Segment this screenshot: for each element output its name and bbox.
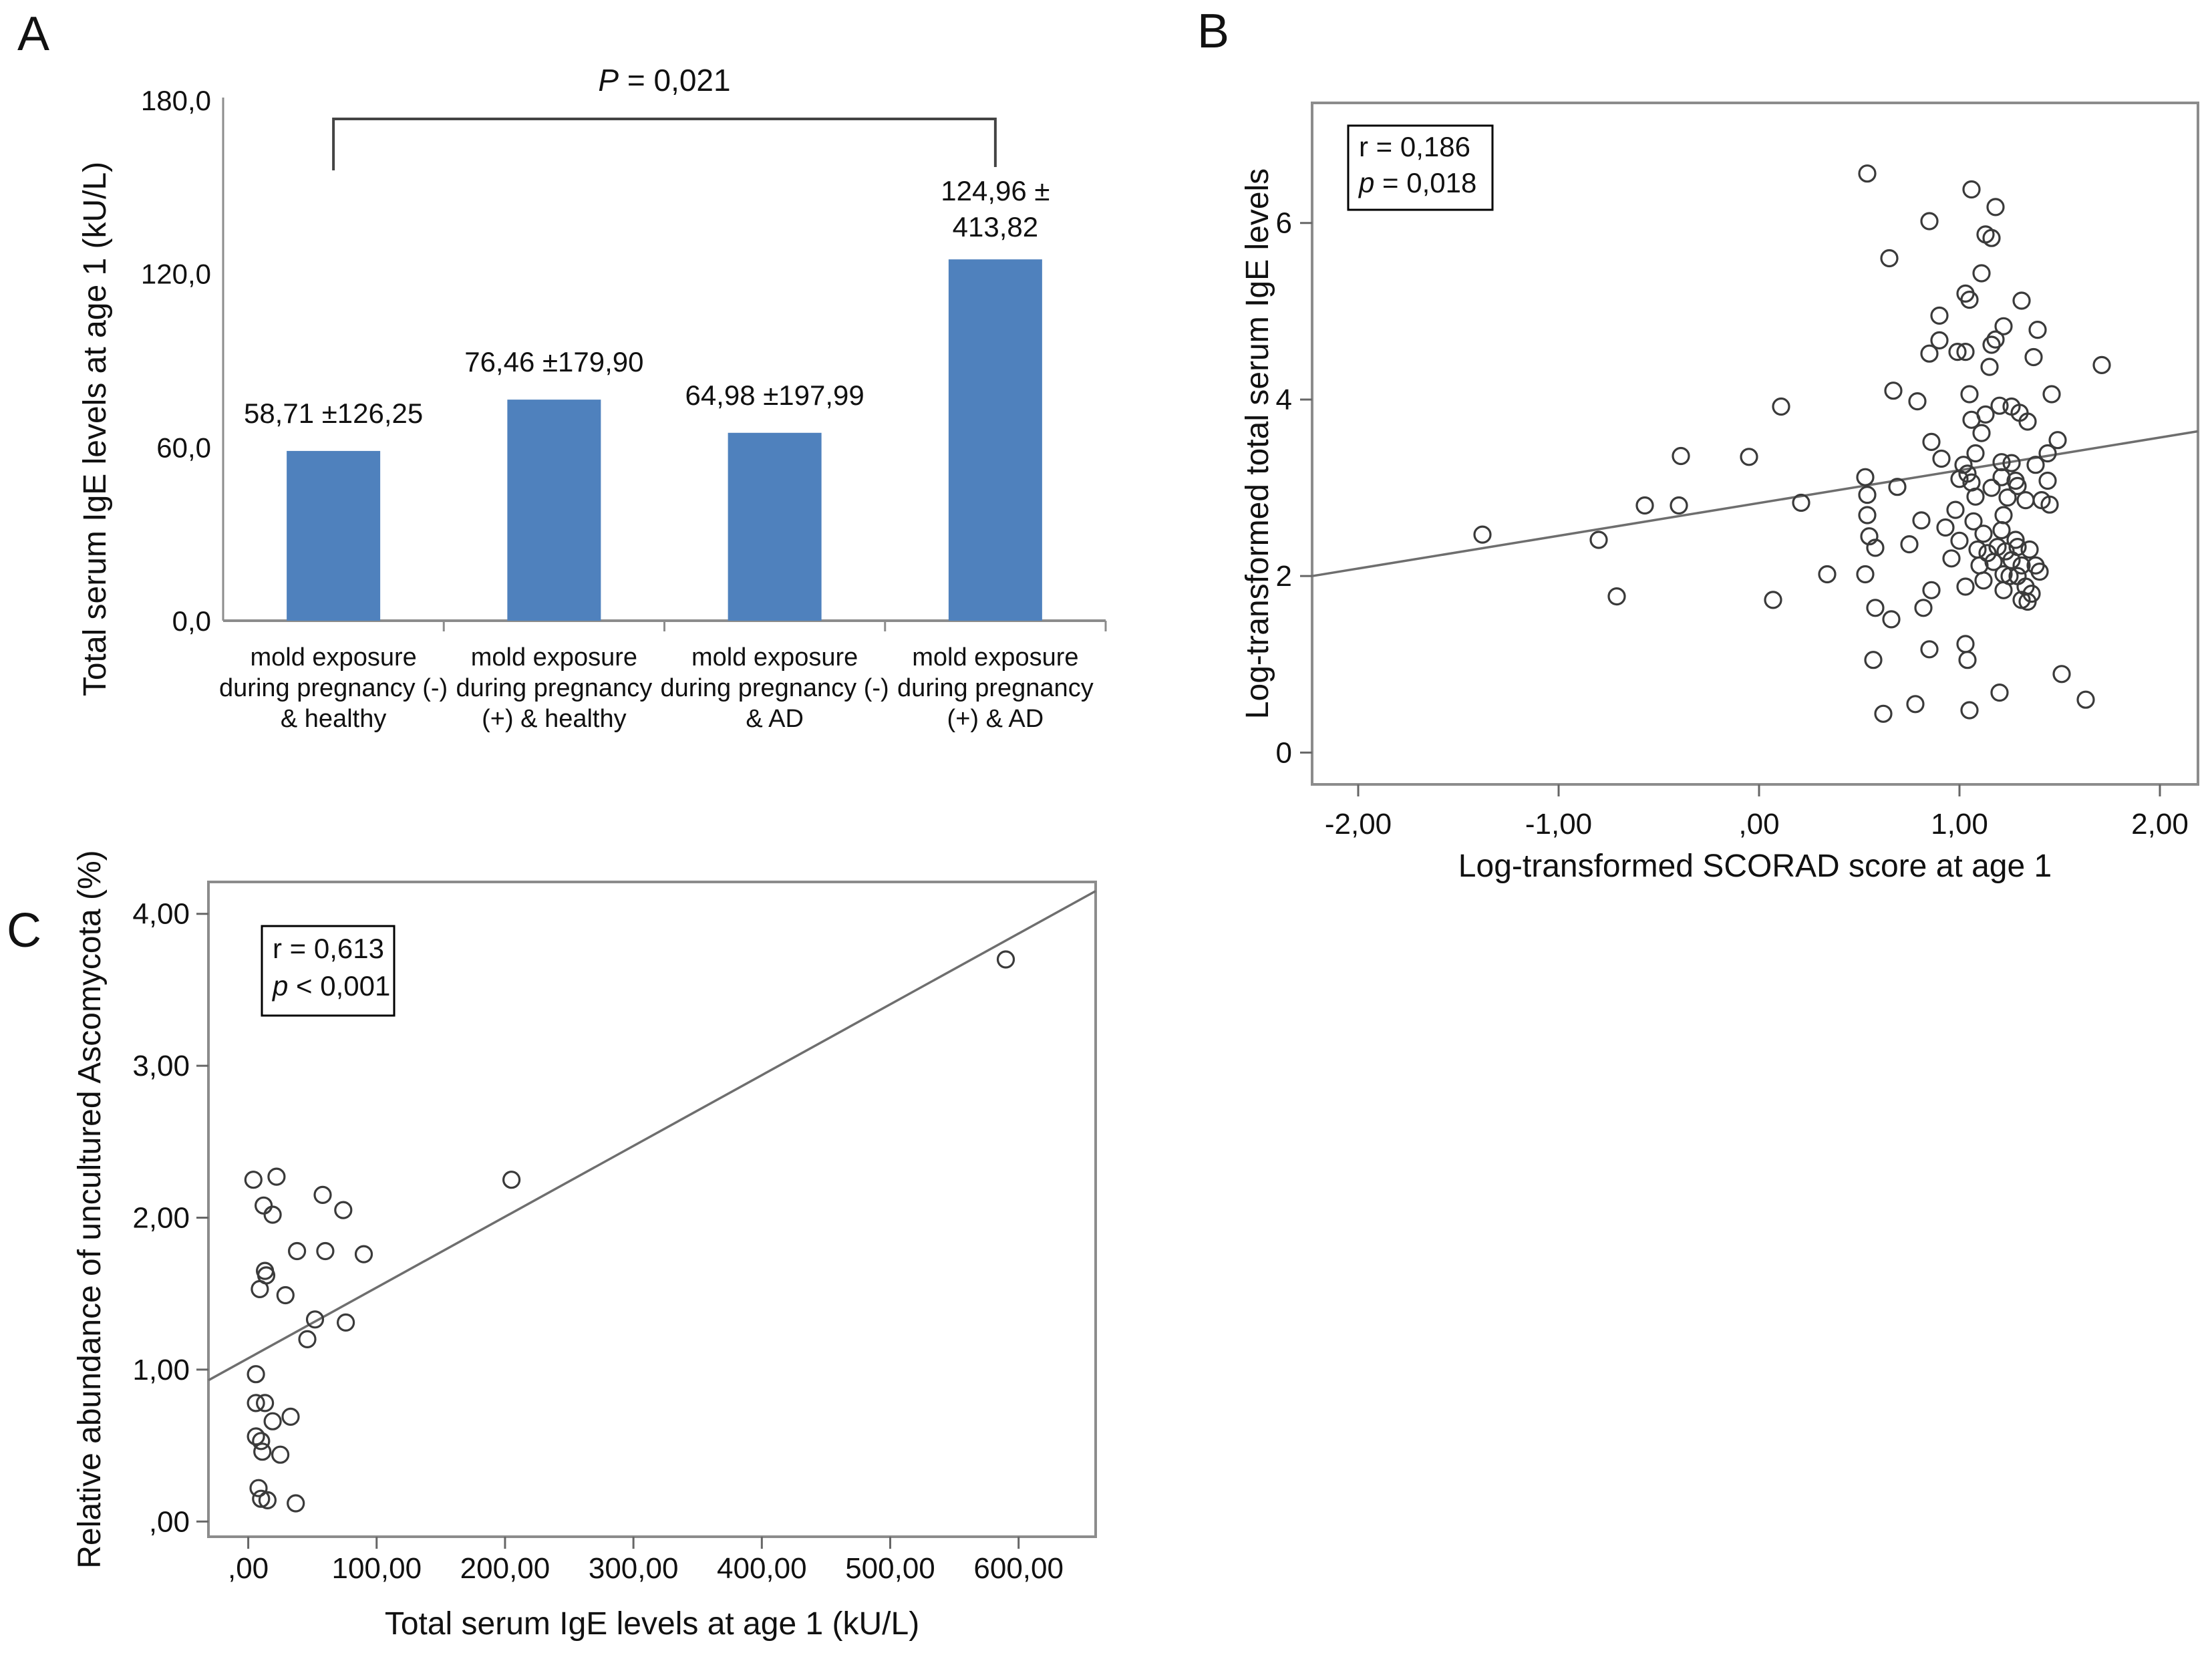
bar-value-label: 64,98 ±197,99 xyxy=(685,379,864,411)
scatter-point xyxy=(1969,542,1986,558)
scatter-point xyxy=(1933,451,1949,467)
scatter-point xyxy=(1957,579,1973,595)
stats-p-line: p = 0,018 xyxy=(1359,167,1477,198)
x-tick-label: 1,00 xyxy=(1931,808,1988,841)
scatter-point xyxy=(1961,386,1978,402)
scatter-point xyxy=(1984,480,2000,496)
x-tick-label: 300,00 xyxy=(588,1552,679,1585)
scatter-point xyxy=(1973,265,1990,281)
scatter-point xyxy=(1976,573,1992,589)
y-tick-label: 4,00 xyxy=(132,897,190,931)
category-label: & AD xyxy=(746,705,804,733)
significance-bracket xyxy=(333,119,995,170)
category-label: (+) & healthy xyxy=(482,705,627,733)
scatter-point xyxy=(1857,567,1873,583)
scatter-point xyxy=(255,1444,271,1460)
scatter-point xyxy=(1923,434,1939,450)
scatter-point xyxy=(289,1243,305,1259)
scatter-point xyxy=(1996,318,2012,334)
scatter-point xyxy=(504,1172,520,1188)
x-tick-label: 2,00 xyxy=(2131,808,2189,841)
y-tick-label: 0 xyxy=(1275,736,1292,770)
scatter-point xyxy=(1959,652,1976,668)
scatter-point xyxy=(1937,520,1953,536)
scatter-point xyxy=(299,1331,315,1347)
scatter-point xyxy=(1996,507,2012,523)
scatter-point xyxy=(2044,386,2060,402)
bar xyxy=(507,400,601,621)
scatter-point xyxy=(2050,432,2066,448)
scatter-point xyxy=(1819,567,1835,583)
scatter-point xyxy=(338,1314,354,1330)
scatter-point xyxy=(1982,359,1998,375)
scatter-point xyxy=(1973,425,1990,441)
scatter-point xyxy=(248,1428,264,1445)
scatter-point xyxy=(277,1288,293,1304)
scatter-point xyxy=(1921,213,1937,229)
category-label: & healthy xyxy=(280,705,387,733)
scatter-point xyxy=(1881,251,1897,267)
panel-letter-b: B xyxy=(1197,5,1230,58)
x-tick-label: 100,00 xyxy=(331,1552,422,1585)
scatter-point xyxy=(1976,526,1992,542)
scatter-point xyxy=(1931,307,1947,323)
x-tick-label: 200,00 xyxy=(460,1552,550,1585)
scatter-point xyxy=(317,1243,333,1259)
y-tick-label: 0,0 xyxy=(172,605,211,637)
bar-value-label: 58,71 ±126,25 xyxy=(243,397,424,429)
scatter-point xyxy=(1994,522,2010,539)
y-tick-label: 2 xyxy=(1275,560,1292,593)
scatter-point xyxy=(1951,533,1967,549)
x-tick-label: ,00 xyxy=(1738,808,1780,841)
scatter-point xyxy=(269,1169,285,1185)
x-tick-label: 500,00 xyxy=(845,1552,935,1585)
category-label: during pregnancy (-) xyxy=(219,674,448,702)
scatter-point xyxy=(248,1366,264,1382)
y-tick-label: 6 xyxy=(1275,206,1292,240)
scatter-point xyxy=(273,1447,289,1463)
scatter-point xyxy=(1947,502,1963,518)
scatter-point xyxy=(256,1197,272,1213)
bar xyxy=(949,259,1042,621)
y-tick-label: 180,0 xyxy=(140,85,211,116)
scatter-point xyxy=(1857,469,1873,485)
category-label: mold exposure xyxy=(250,643,417,671)
scatter-point xyxy=(1883,611,1899,627)
scatter-point xyxy=(1741,449,1757,465)
scatter-point xyxy=(2014,293,2030,309)
category-label: mold exposure xyxy=(470,643,637,671)
scatter-point xyxy=(1907,696,1923,712)
scatter-point xyxy=(288,1495,304,1511)
scatter-point xyxy=(283,1408,299,1424)
scatter-point xyxy=(1859,166,1875,182)
scatter-point xyxy=(245,1172,261,1188)
scatter-point xyxy=(315,1187,331,1203)
y-axis-title: Relative abundance of uncultured Ascomycota (%) xyxy=(72,850,108,1569)
category-label: mold exposure xyxy=(691,643,858,671)
y-tick-label: 3,00 xyxy=(132,1050,190,1083)
bar-value-label: 413,82 xyxy=(952,211,1039,243)
x-tick-label: ,00 xyxy=(227,1552,269,1585)
scatter-point xyxy=(1988,199,2004,215)
scatter-point xyxy=(2078,692,2094,708)
bar xyxy=(728,433,822,621)
scatter-point xyxy=(1765,592,1781,608)
y-tick-label: 4 xyxy=(1275,383,1292,416)
scatter-point xyxy=(2026,349,2042,365)
bar xyxy=(287,451,380,621)
y-tick-label: 120,0 xyxy=(140,258,211,290)
scatter-point xyxy=(356,1246,372,1262)
y-tick-label: 60,0 xyxy=(156,432,211,464)
category-label: during pregnancy (-) xyxy=(660,674,889,702)
scatter-point xyxy=(1984,337,2000,353)
x-axis-title: Log-transformed SCORAD score at age 1 xyxy=(1458,849,2052,884)
x-tick-label: -2,00 xyxy=(1324,808,1392,841)
scatter-point xyxy=(2022,542,2038,558)
scatter-point xyxy=(335,1202,351,1218)
stats-p-line: p < 0,001 xyxy=(273,970,391,1002)
scatter-point xyxy=(2094,357,2110,373)
y-axis-title: Total serum IgE levels at age 1 (kU/L) xyxy=(77,161,113,697)
scatter-point xyxy=(1859,487,1875,503)
category-label: during pregnancy xyxy=(897,674,1094,702)
scatter-point xyxy=(1865,652,1881,668)
scatter-point xyxy=(1901,537,1917,553)
scatter-point xyxy=(265,1207,281,1223)
panel-letter-c: C xyxy=(7,904,41,957)
scatter-point xyxy=(1923,582,1939,598)
scatter-point xyxy=(1963,182,1980,198)
category-label: (+) & AD xyxy=(947,705,1044,733)
scatter-point xyxy=(1961,702,1978,718)
scatter-point xyxy=(1773,399,1789,415)
scatter-point xyxy=(2040,473,2056,489)
scatter-point xyxy=(1921,641,1937,657)
scatter-point xyxy=(2030,322,2046,338)
scatter-point xyxy=(1913,512,1929,529)
stats-r-line: r = 0,186 xyxy=(1359,131,1470,162)
scatter-point xyxy=(1967,446,1984,462)
stats-r-line: r = 0,613 xyxy=(273,933,384,964)
scatter-point xyxy=(1474,526,1490,543)
bar-value-label: 76,46 ±179,90 xyxy=(464,346,644,378)
y-tick-label: ,00 xyxy=(148,1505,190,1539)
scatter-point xyxy=(2018,492,2034,508)
panel-letter-a: A xyxy=(17,7,50,61)
scatter-point xyxy=(1673,448,1689,464)
x-tick-label: -1,00 xyxy=(1525,808,1593,841)
scatter-point xyxy=(1967,488,1984,504)
scatter-point xyxy=(1909,394,1925,410)
x-tick-label: 600,00 xyxy=(973,1552,1064,1585)
y-axis-title: Log-transformed total serum IgE levels xyxy=(1240,168,1275,720)
p-value-label: P = 0,021 xyxy=(598,63,731,98)
bar-value-label: 124,96 ± xyxy=(941,175,1050,207)
scatter-point xyxy=(265,1413,281,1429)
scatter-point xyxy=(1957,636,1973,652)
scatter-point xyxy=(2054,666,2070,682)
scatter-point xyxy=(1859,507,1875,523)
scatter-point xyxy=(1671,498,1687,514)
scatter-point xyxy=(1637,498,1653,514)
scatter-point xyxy=(1915,600,1931,616)
category-label: during pregnancy xyxy=(456,674,653,702)
y-tick-label: 1,00 xyxy=(132,1353,190,1386)
scatter-point xyxy=(1591,532,1607,548)
scatter-point xyxy=(1875,706,1891,722)
x-axis-title: Total serum IgE levels at age 1 (kU/L) xyxy=(384,1606,920,1642)
y-tick-label: 2,00 xyxy=(132,1201,190,1235)
scatter-point xyxy=(1609,589,1625,605)
scatter-point xyxy=(1992,685,2008,701)
x-tick-label: 400,00 xyxy=(717,1552,807,1585)
category-label: mold exposure xyxy=(912,643,1079,671)
scatter-point xyxy=(1931,332,1947,348)
scatter-point xyxy=(998,951,1014,967)
scatter-point xyxy=(1885,383,1901,399)
scatter-point xyxy=(1867,600,1883,616)
scatter-point xyxy=(1943,551,1959,567)
scatter-point xyxy=(252,1281,268,1297)
